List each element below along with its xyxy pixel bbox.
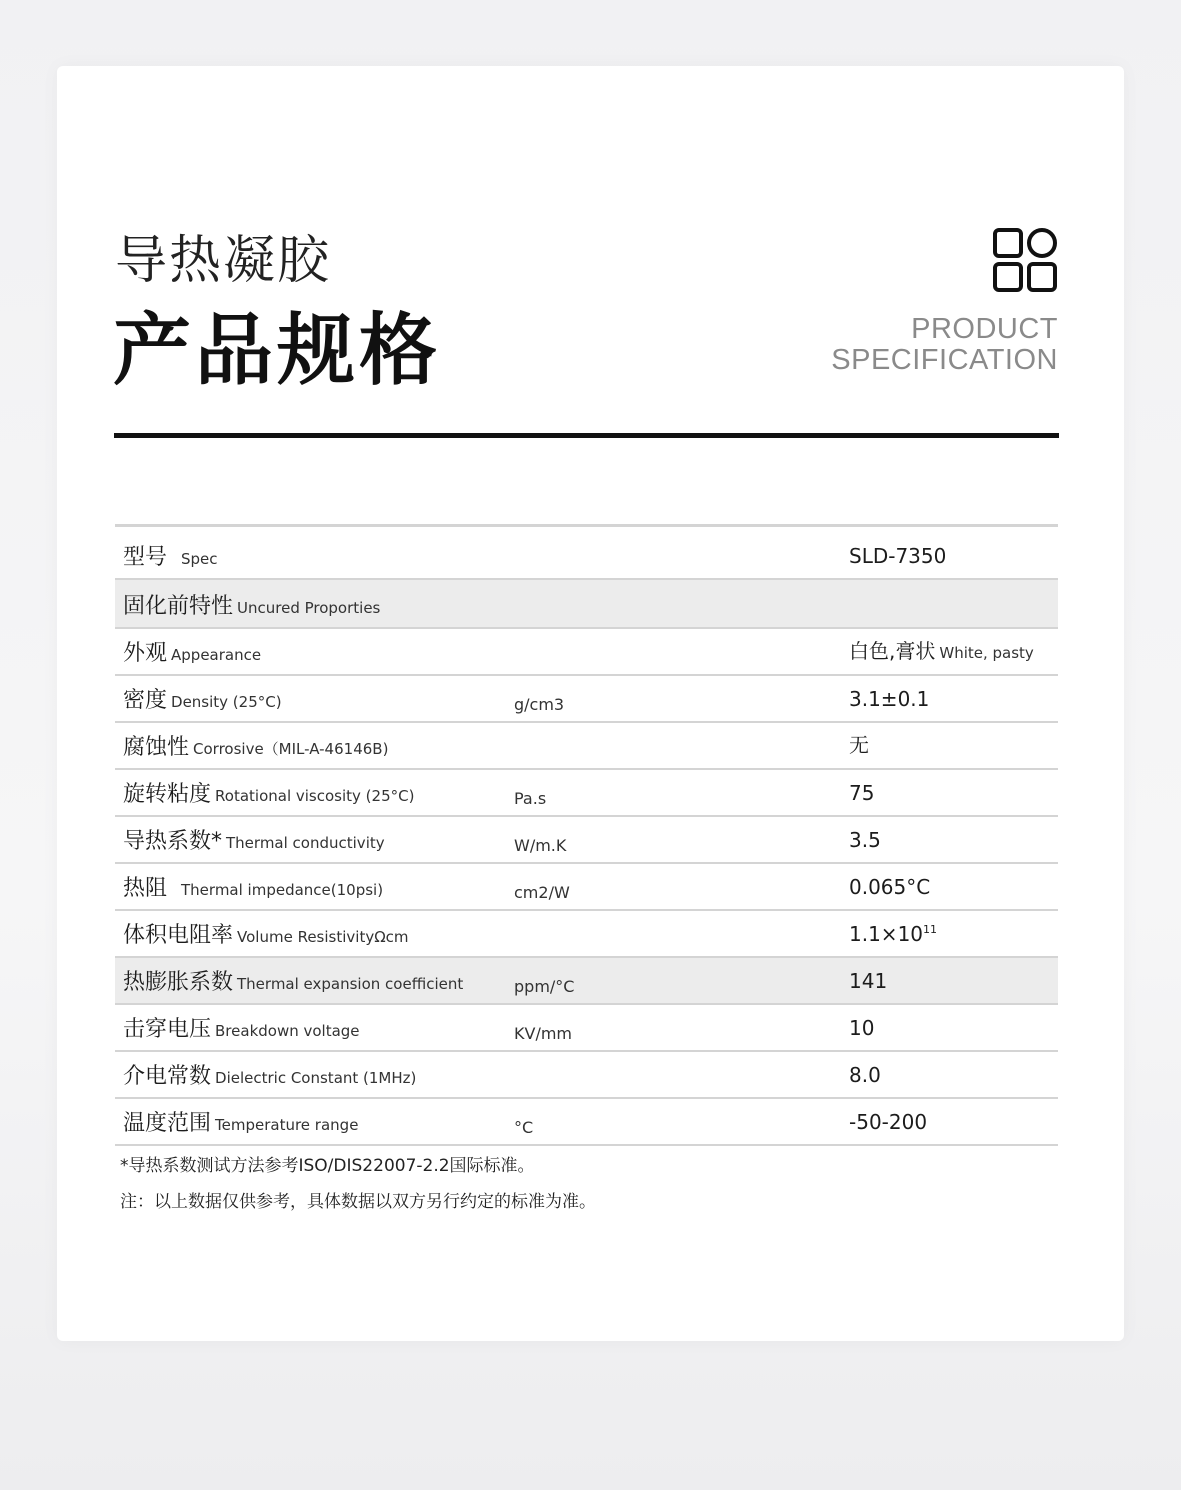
row-value	[849, 1110, 927, 1134]
row-label-en: Uncured Proporties	[237, 599, 381, 617]
row-unit: ppm/°C	[514, 977, 575, 996]
row-label	[123, 1059, 416, 1090]
row-label	[123, 824, 385, 855]
row-label-en: Thermal conductivity	[226, 834, 385, 852]
english-title-line2: SPECIFICATION	[831, 344, 1058, 376]
row-label-en: Thermal expansion coefficient	[237, 975, 464, 993]
row-unit: Pa.s	[514, 789, 547, 808]
row-label-en: Spec	[181, 550, 218, 568]
row-value-text: 白色,膏状	[849, 639, 936, 663]
row-label	[123, 730, 388, 761]
row-value-text: 141	[849, 969, 888, 993]
table-row	[115, 580, 1058, 629]
row-unit: W/m.K	[514, 836, 567, 855]
row-value	[849, 1063, 881, 1087]
row-value-exponent: 11	[923, 923, 938, 936]
row-value-text: 75	[849, 781, 875, 805]
table-row	[115, 817, 1058, 864]
title-divider	[114, 433, 1059, 438]
table-row	[115, 770, 1058, 817]
row-value	[849, 781, 874, 805]
row-unit: °C	[514, 1118, 534, 1137]
table-row	[115, 1005, 1058, 1052]
product-subtitle: 导热凝胶	[115, 231, 332, 291]
table-row	[115, 676, 1058, 723]
row-label-zh: 固化前特性	[123, 594, 234, 619]
table-row	[115, 1052, 1058, 1099]
spec-card	[57, 66, 1124, 1341]
grid-icon	[993, 228, 1057, 292]
row-value-text: 1.1×10	[849, 922, 924, 946]
row-label	[123, 1012, 360, 1043]
row-value-text: -50-200	[849, 1110, 928, 1134]
row-label-zh: 型号	[123, 545, 168, 570]
row-label-zh: 外观	[123, 641, 168, 666]
row-label-zh: 介电常数	[123, 1064, 212, 1089]
english-title	[831, 314, 1058, 376]
table-row	[115, 864, 1058, 911]
row-label	[123, 540, 218, 571]
row-label-zh: 体积电阻率	[123, 923, 234, 948]
row-label	[123, 636, 261, 667]
row-label-en: Appearance	[171, 646, 262, 664]
row-value-text: 无	[849, 733, 869, 757]
row-value-text: 3.5	[849, 828, 881, 852]
table-row	[115, 958, 1058, 1005]
row-label-zh: 密度	[123, 688, 168, 713]
row-label-zh: 击穿电压	[123, 1017, 212, 1042]
row-label-en: Thermal impedance(10psi)	[181, 881, 384, 899]
table-row	[115, 723, 1058, 770]
row-value-en: White, pasty	[939, 644, 1034, 662]
row-value-text: 0.065°C	[849, 875, 931, 899]
footnote-test-method: *导热系数测试方法参考ISO/DIS22007-2.2国际标准。	[120, 1156, 535, 1176]
row-value	[849, 544, 946, 568]
table-row	[115, 527, 1058, 580]
row-label	[123, 589, 380, 620]
row-label-en: Density (25°C)	[171, 693, 282, 711]
row-unit: cm2/W	[514, 883, 570, 902]
row-label	[123, 1106, 358, 1137]
row-value	[849, 875, 930, 899]
row-label-zh: 旋转粘度	[123, 782, 212, 807]
row-value-text: 3.1±0.1	[849, 687, 930, 711]
row-unit: KV/mm	[514, 1024, 572, 1043]
table-row	[115, 629, 1058, 676]
table-row	[115, 1099, 1058, 1146]
row-label	[123, 871, 383, 902]
row-value-text: 10	[849, 1016, 875, 1040]
row-label-en: Dielectric Constant (1MHz)	[215, 1069, 417, 1087]
row-label-en: Rotational viscosity (25°C)	[215, 787, 415, 805]
footnote-disclaimer: 注：以上数据仅供参考，具体数据以双方另行约定的标准为准。	[120, 1192, 596, 1212]
table-row	[115, 911, 1058, 958]
row-label-en: Volume ResistivityΩcm	[237, 928, 409, 946]
row-value	[849, 828, 881, 852]
row-label-zh: 热阻	[123, 876, 168, 901]
row-label-en: Breakdown voltage	[215, 1022, 360, 1040]
row-label	[123, 965, 463, 996]
row-label-zh: 温度范围	[123, 1111, 212, 1136]
row-label-zh: 腐蚀性	[123, 735, 190, 760]
row-label-zh: 导热系数*	[123, 829, 223, 854]
row-value	[849, 687, 929, 711]
row-value	[849, 922, 937, 946]
english-title-line1: PRODUCT	[911, 313, 1058, 345]
row-label-en: Corrosive（MIL-A-46146B)	[193, 740, 389, 758]
row-label	[123, 683, 282, 714]
row-label	[123, 777, 414, 808]
row-value	[849, 969, 887, 993]
row-label	[123, 918, 409, 949]
row-value-text: SLD-7350	[849, 544, 947, 568]
row-value	[849, 1016, 874, 1040]
row-label-en: Temperature range	[215, 1116, 359, 1134]
row-value-text: 8.0	[849, 1063, 881, 1087]
row-value	[849, 729, 869, 758]
spec-table	[115, 524, 1058, 1146]
row-label-zh: 热膨胀系数	[123, 970, 234, 995]
row-value	[849, 635, 1034, 664]
row-unit: g/cm3	[514, 695, 565, 714]
page-title: 产品规格	[113, 306, 442, 396]
